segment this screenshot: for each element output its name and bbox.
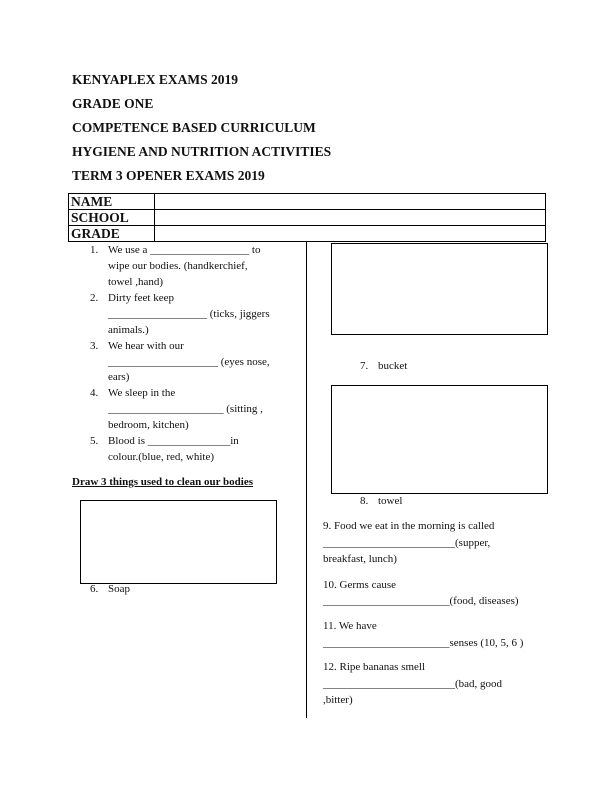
header-line: HYGIENE AND NUTRITION ACTIVITIES xyxy=(72,144,332,159)
header-line: KENYAPLEX EXAMS 2019 xyxy=(72,72,239,87)
q5-line: Blood is _______________in xyxy=(108,435,239,447)
q3-line: We hear with our xyxy=(108,340,184,352)
q9-line: ________________________(supper, xyxy=(323,537,491,549)
q9-line: 9. Food we eat in the morning is called xyxy=(323,520,495,532)
q2-line: animals.) xyxy=(108,324,149,336)
q10-line: _______________________(food, diseases) xyxy=(323,595,519,607)
drawing-box-bucket[interactable] xyxy=(331,243,548,335)
q12-line: ,bitter) xyxy=(323,694,353,706)
q5-line: colour.(blue, red, white) xyxy=(108,451,214,463)
q2-line: Dirty feet keep xyxy=(108,292,174,304)
column-divider xyxy=(306,242,307,718)
header-line: TERM 3 OPENER EXAMS 2019 xyxy=(72,168,265,183)
drawing-box-soap[interactable] xyxy=(80,500,277,584)
name-label: NAME xyxy=(69,194,155,210)
item8-label: towel xyxy=(378,495,403,507)
q12-line: 12. Ripe bananas smell xyxy=(323,661,426,673)
q11-line: _______________________senses (10, 5, 6 ) xyxy=(323,637,524,649)
q1-line: towel ,hand) xyxy=(108,276,163,288)
q4-line: _____________________ (sitting , xyxy=(108,403,263,415)
q2-line: __________________ (ticks, jiggers xyxy=(108,308,270,320)
drawing-box-towel[interactable] xyxy=(331,385,548,494)
name-field[interactable] xyxy=(155,194,546,210)
grade-label: GRADE xyxy=(69,226,155,242)
q5-number: 5. xyxy=(90,435,99,447)
school-field[interactable] xyxy=(155,210,546,226)
q4-line: We sleep in the xyxy=(108,387,176,399)
q10-line: 10. Germs cause xyxy=(323,579,397,591)
q1-line: We use a __________________ to xyxy=(108,244,261,256)
grade-field[interactable] xyxy=(155,226,546,242)
q3-line: ____________________ (eyes nose, xyxy=(108,356,270,368)
student-info-table xyxy=(68,193,546,242)
school-label: SCHOOL xyxy=(69,210,155,226)
q4-number: 4. xyxy=(90,387,99,399)
header-line: COMPETENCE BASED CURRICULUM xyxy=(72,120,316,135)
item6-label: Soap xyxy=(108,583,130,595)
q3-number: 3. xyxy=(90,340,99,352)
item7-label: bucket xyxy=(378,360,408,372)
q1-line: wipe our bodies. (handkerchief, xyxy=(108,260,248,272)
draw-heading: Draw 3 things used to clean our bodies xyxy=(72,476,254,488)
item8-number: 8. xyxy=(360,495,369,507)
q11-line: 11. We have xyxy=(323,620,377,632)
q2-number: 2. xyxy=(90,292,99,304)
item6-number: 6. xyxy=(90,583,99,595)
item7-number: 7. xyxy=(360,360,369,372)
q4-line: bedroom, kitchen) xyxy=(108,419,189,431)
header-line: GRADE ONE xyxy=(72,96,154,111)
q1-number: 1. xyxy=(90,244,99,256)
q12-line: ________________________(bad, good xyxy=(323,678,503,690)
q3-line: ears) xyxy=(108,371,130,383)
q9-line: breakfast, lunch) xyxy=(323,553,397,565)
